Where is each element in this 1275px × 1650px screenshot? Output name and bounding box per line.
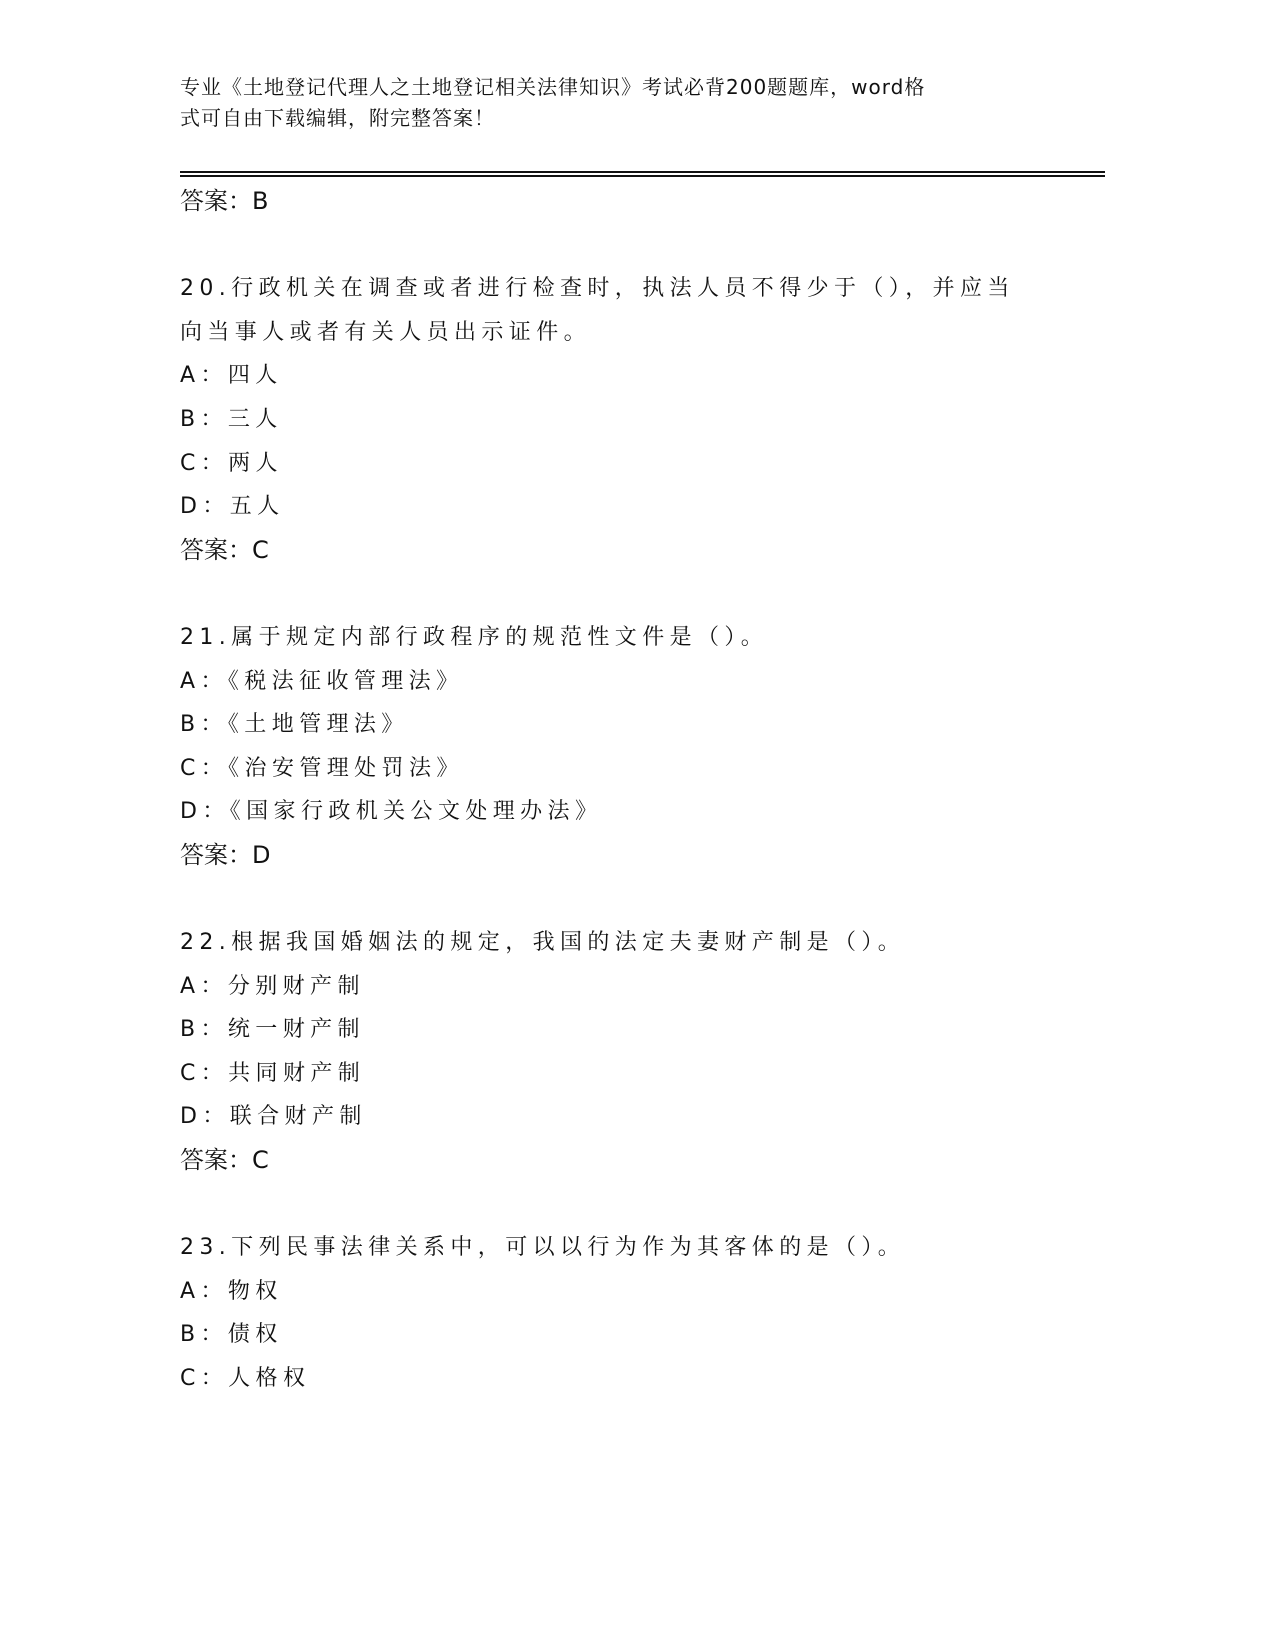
option-d: D：《国家行政机关公文处理办法》 [180,799,603,825]
option-a: A：《税法征收管理法》 [180,668,464,694]
answer-line: 答案：D [180,840,271,869]
question-text: 21.属于规定内部行政程序的规范性文件是（）。 [180,624,769,650]
question-20 [180,267,1060,572]
header-divider-bottom [180,175,1105,177]
option-d: D：五人 [180,494,285,520]
option-a: A：四人 [180,363,283,389]
question-23 [180,1226,1060,1400]
question-text: 向当事人或者有关人员出示证件。 [180,319,592,345]
header-line-1: 专业《土地登记代理人之土地登记相关法律知识》考试必背200题题库，word格 [180,75,926,99]
option-c: C：《治安管理处罚法》 [180,755,464,781]
option-c: C：两人 [180,450,283,476]
option-d: D：联合财产制 [180,1104,367,1130]
option-b: B：《土地管理法》 [180,712,409,738]
option-a: A：物权 [180,1278,283,1304]
answer-line: 答案：B [180,187,269,215]
answer-line: 答案：C [180,535,269,564]
option-c: C：共同财产制 [180,1060,366,1086]
option-c: C：人格权 [180,1366,311,1392]
option-b: B：统一财产制 [180,1017,365,1043]
question-21 [180,616,1060,878]
question-text: 23.下列民事法律关系中，可以以行为作为其客体的是（）。 [180,1235,906,1261]
document-body [180,180,1060,1401]
option-b: B：三人 [180,406,283,432]
option-b: B：债权 [180,1322,283,1348]
header-line-2: 式可自由下载编辑，附完整答案！ [180,106,495,130]
header-divider-top [180,171,1105,173]
question-text: 20.行政机关在调查或者进行检查时，执法人员不得少于（），并应当 [180,276,1015,302]
option-a: A：分别财产制 [180,973,365,999]
question-22 [180,921,1060,1183]
question-text: 22.根据我国婚姻法的规定，我国的法定夫妻财产制是（）。 [180,930,906,956]
answer-line: 答案：C [180,1146,269,1175]
document-header [180,72,1040,134]
